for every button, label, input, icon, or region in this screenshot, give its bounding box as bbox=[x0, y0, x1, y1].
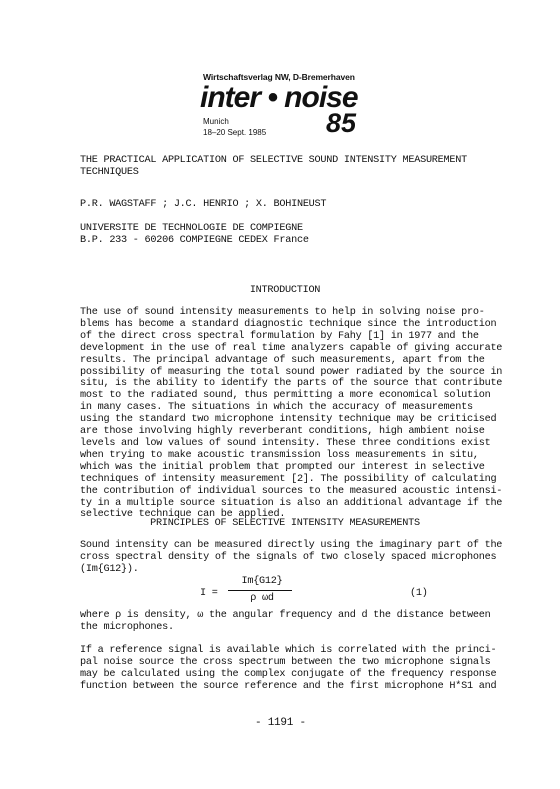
text-line: the contribution of individual sources to the measured acoustic intensi- bbox=[80, 485, 503, 497]
text-line: of the direct cross spectral formulation by Fahy [1] in 1977 and the bbox=[80, 330, 479, 342]
text-line: when trying to make acoustic transmission loss measurements in situ, bbox=[80, 449, 479, 461]
text-line: techniques of intensity measurement [2]. The possibility of calculating bbox=[80, 473, 497, 485]
fraction-bar bbox=[228, 590, 292, 591]
text-line: levels and low values of sound intensity. These three conditions exist bbox=[80, 437, 491, 449]
equation-numerator: Im{G12} bbox=[241, 576, 283, 587]
paper-authors: P.R. WAGSTAFF ; J.C. HENRIO ; X. BOHINEUST bbox=[80, 199, 327, 210]
conference-logo: inter • noise bbox=[200, 81, 358, 114]
text-line: situ, is the ability to identify the parts of the source that contribute bbox=[80, 378, 503, 390]
text-line: results. The principal advantage of such measurements, apart from the bbox=[80, 354, 485, 366]
text-line: selective technique can be applied. bbox=[80, 509, 286, 521]
text-line: most to the radiated sound, thus permitting a more economical solution bbox=[80, 390, 491, 402]
conference-dates: 18–20 Sept. 1985 bbox=[203, 128, 267, 137]
paper-affiliation bbox=[80, 223, 490, 247]
conference-city: Munich bbox=[203, 117, 229, 126]
section-heading-principles: PRINCIPLES OF SELECTIVE INTENSITY MEASUREMENTS bbox=[150, 518, 420, 529]
text-line: Sound intensity can be measured directly using the imaginary part of the bbox=[80, 540, 503, 551]
text-line: function between the source reference and the first microphone H*S1 and bbox=[80, 680, 497, 692]
text-line: development in the use of real time analyzers capable of giving accurate bbox=[80, 342, 503, 354]
text-line: the microphones. bbox=[80, 621, 174, 633]
title-line: TECHNIQUES bbox=[80, 166, 139, 178]
text-line: are those involving highly reverberant conditions, high ambient noise bbox=[80, 426, 485, 438]
text-line: cross spectral density of the signals of two closely spaced microphones bbox=[80, 551, 497, 563]
equation-denominator: ρ ωd bbox=[250, 593, 274, 604]
where-paragraph bbox=[80, 610, 490, 634]
text-line: using the standard two microphone intensity technique may be criticised bbox=[80, 414, 497, 426]
affiliation-line: B.P. 233 - 60206 COMPIEGNE CEDEX France bbox=[80, 234, 309, 246]
text-line: possibility of measuring the total sound power radiated by the source in bbox=[80, 366, 503, 378]
title-line: THE PRACTICAL APPLICATION OF SELECTIVE SOUND INTENSITY MEASUREMENT bbox=[80, 155, 467, 166]
text-line: which was the initial problem that prompted our interest in selective bbox=[80, 461, 485, 473]
text-line: (Im{G12}). bbox=[80, 563, 139, 575]
introduction-paragraph bbox=[80, 307, 503, 521]
text-line: may be calculated using the complex conjugate of the frequency response bbox=[80, 668, 497, 680]
text-line: If a reference signal is available which is correlated with the princi- bbox=[80, 645, 497, 656]
principles-paragraph bbox=[80, 540, 503, 576]
reference-paragraph bbox=[80, 645, 497, 693]
paper-title bbox=[80, 155, 490, 179]
equation-lhs: I = bbox=[200, 588, 218, 599]
affiliation-line: UNIVERSITE DE TECHNOLOGIE DE COMPIEGNE bbox=[80, 223, 303, 234]
publisher-line: Wirtschaftsverlag NW, D-Bremerhaven bbox=[203, 72, 355, 82]
page-number: - 1191 - bbox=[255, 717, 306, 729]
section-heading-introduction: INTRODUCTION bbox=[249, 285, 321, 296]
text-line: in many cases. The situations in which the accuracy of measurements bbox=[80, 402, 473, 414]
text-line: blems has become a standard diagnostic technique since the introduction bbox=[80, 318, 497, 330]
text-line: ty in a multiple source situation is also an additional advantage if the bbox=[80, 497, 503, 509]
text-line: The use of sound intensity measurements to help in solving noise pro- bbox=[80, 307, 485, 318]
conference-year: 85 bbox=[326, 108, 357, 138]
text-line: pal noise source the cross spectrum between the two microphone signals bbox=[80, 656, 491, 668]
equation-number: (1) bbox=[410, 588, 428, 599]
text-line: where ρ is density, ω the angular frequency and d the distance between bbox=[80, 610, 491, 621]
